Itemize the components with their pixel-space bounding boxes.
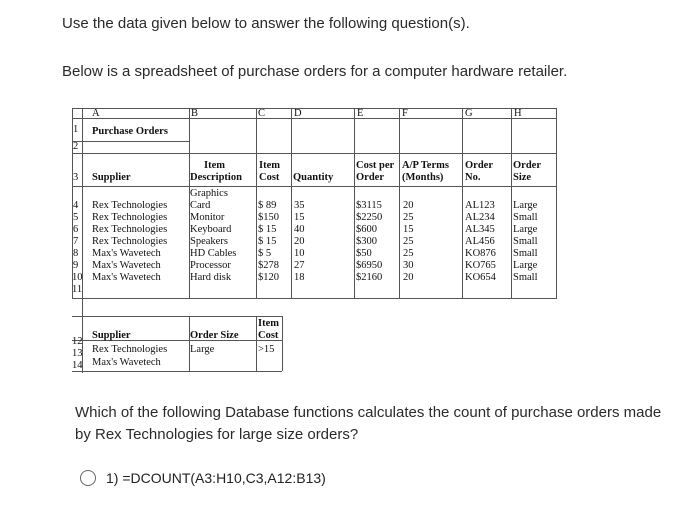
col-letter: A — [92, 108, 100, 119]
cell-qty: 10 — [294, 248, 305, 259]
header-cost-per: Cost per — [356, 160, 395, 171]
cell-size: Large — [513, 224, 538, 235]
cell-size: Small — [513, 272, 538, 283]
answer-option-label: 1) =DCOUNT(A3:H10,C3,A12:B13) — [106, 470, 326, 486]
header-no: No. — [465, 172, 481, 183]
col-letter: G — [465, 108, 473, 119]
cell-qty: 20 — [294, 236, 305, 247]
cell-size: Small — [513, 212, 538, 223]
row-number: 11 — [72, 284, 83, 295]
cell-cost: $ 15 — [258, 224, 277, 235]
row-number: 12 — [72, 336, 83, 347]
row-number: 9 — [73, 260, 79, 271]
cell-order-cost: $6950 — [356, 260, 383, 271]
header-size: Size — [513, 172, 532, 183]
cell-supplier: Rex Technologies — [92, 224, 168, 235]
cell-supplier: Rex Technologies — [92, 200, 168, 211]
criteria-row13-cost: >15 — [258, 344, 275, 355]
instruction-text: Use the data given below to answer the following question(s). — [62, 15, 470, 32]
criteria-row14-supplier: Max's Wavetech — [92, 357, 161, 368]
cell-size: Large — [513, 200, 538, 211]
row-number: 4 — [73, 200, 79, 211]
col-letter: D — [294, 108, 302, 119]
cell-order-cost: $3115 — [356, 200, 382, 211]
header-item: Item — [204, 160, 225, 171]
cell-qty: 40 — [294, 224, 305, 235]
cell-terms: 25 — [403, 236, 414, 247]
header-order-size: Order — [513, 160, 541, 171]
cell-desc: HD Cables — [190, 248, 237, 259]
row-number: 3 — [73, 172, 79, 183]
cell-cost: $ 5 — [258, 248, 272, 259]
cell-desc: Monitor — [190, 212, 225, 223]
cell-supplier: Rex Technologies — [92, 212, 168, 223]
cell-order-no: KO654 — [465, 272, 496, 283]
cell-terms: 15 — [403, 224, 414, 235]
cell-size: Small — [513, 236, 538, 247]
cell-terms: 20 — [403, 272, 414, 283]
cell-size: Large — [513, 260, 538, 271]
cell-order-cost: $600 — [356, 224, 377, 235]
row-number: 5 — [73, 212, 79, 223]
cell-desc: Card — [190, 200, 211, 211]
cell-order-no: AL123 — [465, 200, 495, 211]
cell-desc: Graphics — [190, 188, 228, 199]
cell-desc: Speakers — [190, 236, 228, 247]
cell-cost: $ 89 — [258, 200, 277, 211]
row-number: 1 — [73, 124, 79, 135]
criteria-row13-supplier: Rex Technologies — [92, 344, 168, 355]
cell-order-no: KO765 — [465, 260, 496, 271]
cell-order-cost: $50 — [356, 248, 372, 259]
cell-order-cost: $300 — [356, 236, 377, 247]
question-text: Which of the following Database functions calculates the count of purchase orders made by Rex Technologies for large size orders? — [75, 404, 662, 443]
sheet-title: Purchase Orders — [92, 126, 168, 137]
cell-cost: $120 — [258, 272, 279, 283]
cell-order-no: AL456 — [465, 236, 495, 247]
radio-button[interactable] — [80, 470, 96, 486]
cell-terms: 20 — [403, 200, 414, 211]
cell-order-cost: $2160 — [356, 272, 383, 283]
cell-supplier: Max's Wavetech — [92, 272, 161, 283]
header-description: Description — [190, 172, 242, 183]
row-number: 13 — [72, 348, 83, 359]
row-number: 2 — [73, 141, 79, 152]
cell-cost: $ 15 — [258, 236, 277, 247]
col-letter: B — [191, 108, 199, 119]
cell-qty: 15 — [294, 212, 305, 223]
col-letter: F — [402, 108, 408, 119]
criteria-header-supplier: Supplier — [92, 330, 131, 341]
cell-order-no: AL234 — [465, 212, 495, 223]
criteria-row13-size: Large — [190, 344, 215, 355]
cell-terms: 30 — [403, 260, 414, 271]
header-quantity: Quantity — [293, 172, 334, 183]
header-order-no: Order — [465, 160, 493, 171]
row-number: 14 — [72, 360, 83, 371]
cell-qty: 27 — [294, 260, 305, 271]
cell-qty: 35 — [294, 200, 305, 211]
cell-desc: Processor — [190, 260, 231, 271]
col-letter: E — [357, 108, 364, 119]
cell-cost: $150 — [258, 212, 279, 223]
cell-cost: $278 — [258, 260, 279, 271]
criteria-header-cost: Cost — [258, 330, 279, 341]
criteria-header-item: Item — [258, 318, 279, 329]
col-letter: H — [514, 108, 522, 119]
header-ap-terms: A/P Terms — [402, 160, 449, 171]
spreadsheet-image — [72, 108, 557, 373]
cell-order-no: KO876 — [465, 248, 496, 259]
cell-qty: 18 — [294, 272, 305, 283]
cell-supplier: Max's Wavetech — [92, 260, 161, 271]
spreadsheet-intro-text: Below is a spreadsheet of purchase orders for a computer hardware retailer. — [62, 63, 568, 80]
cell-size: Small — [513, 248, 538, 259]
cell-terms: 25 — [403, 212, 414, 223]
header-order: Order — [356, 172, 384, 183]
cell-order-no: AL345 — [465, 224, 495, 235]
header-item-cost: Item — [259, 160, 280, 171]
cell-supplier: Rex Technologies — [92, 236, 168, 247]
row-number: 8 — [73, 248, 79, 259]
col-letter: C — [258, 108, 266, 119]
criteria-header-size: Order Size — [190, 330, 239, 341]
cell-order-cost: $2250 — [356, 212, 383, 223]
row-number: 6 — [73, 224, 79, 235]
cell-desc: Hard disk — [190, 272, 232, 283]
cell-desc: Keyboard — [190, 224, 232, 235]
answer-option-1[interactable] — [80, 470, 326, 486]
header-months: (Months) — [402, 172, 444, 183]
header-supplier: Supplier — [92, 172, 131, 183]
cell-supplier: Max's Wavetech — [92, 248, 161, 259]
cell-terms: 25 — [403, 248, 414, 259]
header-cost: Cost — [259, 172, 280, 183]
row-number: 10 — [72, 272, 83, 283]
row-number: 7 — [73, 236, 79, 247]
